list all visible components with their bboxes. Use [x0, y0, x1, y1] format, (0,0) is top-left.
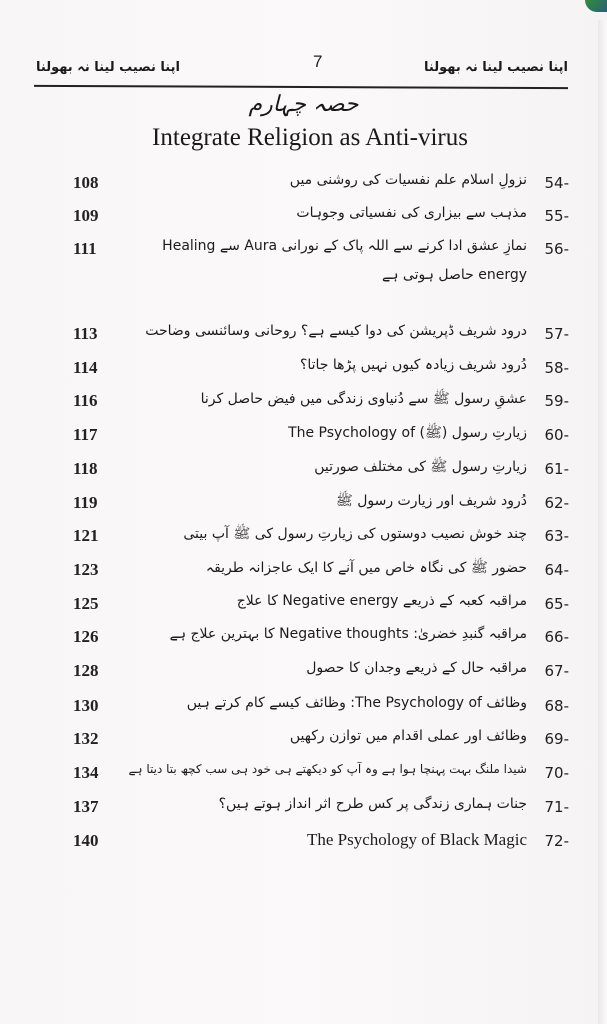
toc-entry-title-continuation: energy حاصل ہوتی ہے	[382, 267, 527, 283]
toc-page-number: 109	[73, 206, 99, 225]
toc-entry-title: شیدا ملنگ بہت پہنچا ہوا ہے وہ آپ کو دیکھتے ہی خود ہی سب کچھ بتا دیتا ہے	[128, 762, 527, 776]
toc-entry-number: 61-	[544, 460, 569, 478]
toc-entry-number: 64-	[544, 561, 569, 579]
toc-entry-number: 67-	[544, 662, 569, 680]
toc-entry	[0, 659, 607, 687]
toc-entry-title: مذہب سے بیزاری کی نفسیاتی وجوہات	[296, 205, 527, 221]
toc-entry-number: 72-	[544, 832, 569, 850]
toc-entry-number: 65-	[544, 595, 569, 613]
toc-entry-title: چند خوش نصیب دوستوں کی زیارتِ رسول کی ﷺ آپ بیتی	[183, 526, 527, 542]
toc-entry-title: وظائف The Psychology of: وظائف کیسے کام کرتے ہیں	[186, 695, 527, 711]
toc-entry-title: دُرود شریف زیادہ کیوں نہیں پڑھا جاتا؟	[299, 357, 527, 373]
toc-page-number: 116	[73, 391, 98, 410]
toc-entry-title: وظائف اور عملی اقدام میں توازن رکھیں	[289, 728, 527, 744]
section-title-urdu: حصہ چہارم	[248, 92, 359, 117]
running-title-left: اپنا نصیب لینا نہ بھولنا	[36, 60, 180, 75]
toc-page-number: 121	[73, 526, 99, 545]
toc-entry	[0, 795, 607, 823]
toc-entry	[0, 694, 607, 722]
toc-page-number: 118	[73, 459, 98, 478]
toc-entry-title: The Psychology of Black Magic	[306, 830, 527, 849]
toc-page-number: 125	[73, 594, 99, 613]
toc-entry	[0, 204, 607, 232]
toc-entry-title: درود شریف ڈپریشن کی دوا کیسے ہے؟ روحانی وسائنسی وضاحت	[145, 323, 527, 339]
toc-page-number: 130	[73, 696, 99, 715]
toc-entry-number: 54-	[544, 174, 569, 192]
toc-entry-title: زیارتِ رسول ﷺ کی مختلف صورتیں	[314, 459, 527, 475]
toc-entry-number: 62-	[544, 494, 569, 512]
toc-entry	[0, 423, 607, 451]
toc-page-number: 132	[73, 729, 99, 748]
toc-page-number: 126	[73, 627, 99, 646]
toc-entry-number: 66-	[544, 628, 569, 646]
toc-entry-title: مراقبہ گنبدِ خضریٰ: Negative thoughts کا بہترین علاج ہے	[169, 626, 527, 642]
toc-page-number: 108	[73, 173, 99, 192]
toc-entry	[0, 389, 607, 417]
page-header	[28, 48, 568, 88]
toc-entry-title: نمازِ عشق ادا کرنے سے اللہ پاک کے نورانی Aura سے Healing	[162, 238, 527, 254]
toc-page-number: 134	[73, 763, 99, 782]
toc-entry	[0, 829, 607, 857]
toc-page-number: 123	[73, 560, 99, 579]
toc-page-number: 119	[73, 493, 98, 512]
toc-entry	[0, 524, 607, 552]
toc-entry	[0, 322, 607, 350]
toc-entry-number: 58-	[544, 359, 569, 377]
toc-entry-title: دُرود شریف اور زیارت رسول ﷺ	[335, 493, 527, 509]
toc-entry-number: 68-	[544, 697, 569, 715]
toc-page-number: 111	[73, 239, 97, 258]
toc-entry-title: حضور ﷺ کی نگاہ خاص میں آنے کا ایک عاجزانہ طریقہ	[205, 560, 527, 576]
toc-entry-number: 63-	[544, 527, 569, 545]
toc-entry-number: 60-	[544, 426, 569, 444]
toc-entry-title: عشقِ رسول ﷺ سے دُنیاوی زندگی میں فیض حاصل کرنا	[200, 391, 527, 407]
toc-entry	[0, 491, 607, 519]
toc-entry-number: 55-	[544, 207, 569, 225]
toc-entry	[0, 171, 607, 199]
page-number: 7	[313, 52, 323, 71]
toc-entry-title: نزولِ اسلام علم نفسیات کی روشنی میں	[289, 172, 527, 188]
toc-page-number: 114	[73, 358, 98, 377]
toc-entry-number: 57-	[544, 325, 569, 343]
toc-entry	[0, 356, 607, 384]
toc-entry	[0, 592, 607, 620]
toc-page-number: 117	[73, 425, 98, 444]
toc-page-number: 128	[73, 661, 99, 680]
toc-entry-number: 56-	[544, 240, 569, 258]
running-title-right: اپنا نصیب لینا نہ بھولنا	[424, 60, 568, 75]
section-title-english: Integrate Religion as Anti-virus	[152, 124, 468, 151]
toc-entry	[0, 761, 607, 789]
toc-entry-title: زیارتِ رسول (ﷺ) The Psychology of	[288, 425, 527, 441]
toc-page-number: 137	[73, 797, 99, 816]
toc-entry-title: مراقبہ حال کے ذریعے وجدان کا حصول	[306, 660, 527, 676]
toc-page-number: 113	[73, 324, 98, 343]
toc-entry-title: جنات ہماری زندگی پر کس طرح اثر انداز ہوتے ہیں؟	[218, 796, 527, 812]
toc-entry-title: مراقبہ کعبہ کے ذریعے Negative energy کا علاج	[236, 593, 527, 609]
toc-entry-number: 71-	[544, 798, 569, 816]
toc-entry-number: 70-	[544, 764, 569, 782]
toc-entry	[0, 237, 607, 283]
toc-entry-number: 69-	[544, 730, 569, 748]
toc-entry-number: 59-	[544, 392, 569, 410]
toc-entry	[0, 727, 607, 755]
toc-entry	[0, 558, 607, 586]
toc-entry	[0, 457, 607, 485]
toc-entry	[0, 625, 607, 653]
toc-page-number: 140	[73, 831, 99, 850]
